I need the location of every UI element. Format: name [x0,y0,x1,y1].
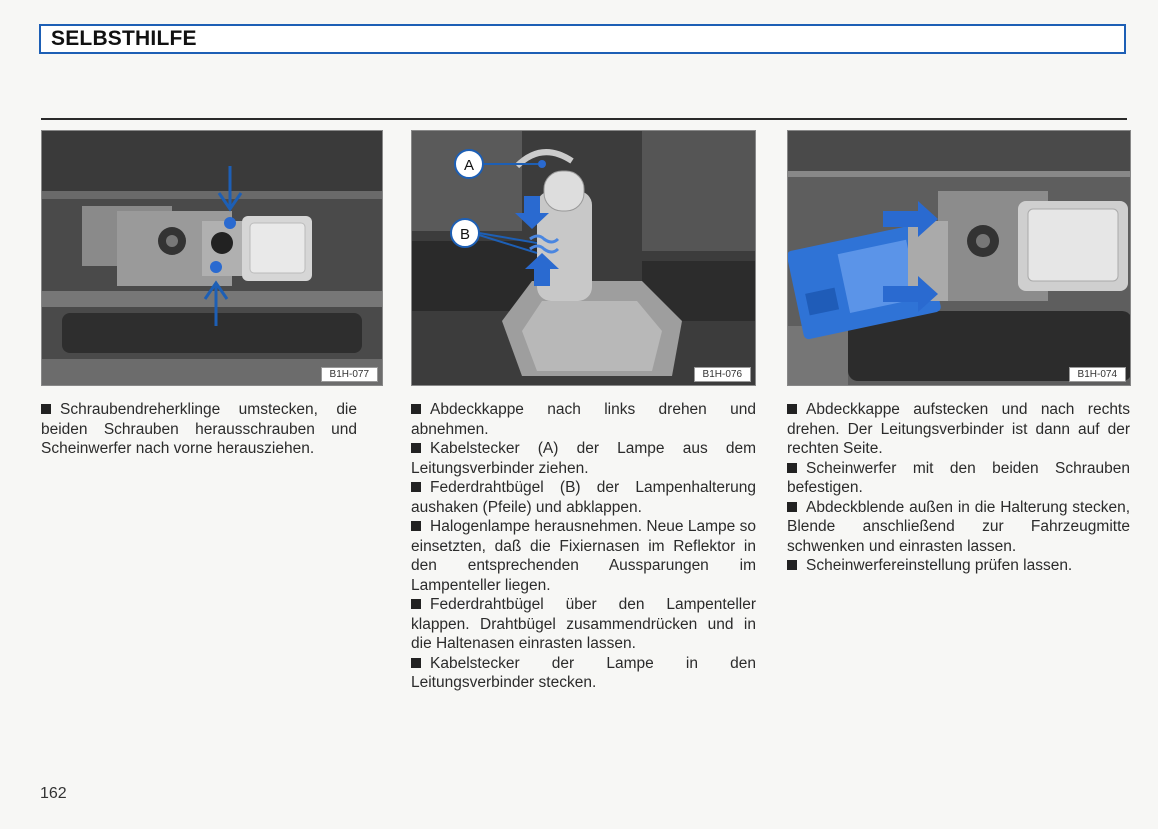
figure-1-illustration [42,131,383,386]
section-header [39,24,1126,54]
horizontal-rule [41,118,1127,120]
bullet-square-icon [411,404,421,414]
figure-2-label: B1H-076 [694,367,751,382]
marker-a: A [463,157,475,174]
bullet-square-icon [787,502,797,512]
instruction-paragraph: Abdeckkappe nach links drehen und abnehmen. [411,401,756,438]
instruction-paragraph: Kabelstecker der Lampe in den Leitungsverbinder stecken. [411,654,756,691]
instruction-paragraph: Federdrahtbügel (B) der Lampenhalterung aushaken (Pfeile) und abklappen. [411,479,756,516]
bullet-square-icon [787,404,797,414]
bullet-square-icon [41,404,51,414]
bullet-square-icon [411,443,421,453]
text-column-2 [411,400,756,693]
figure-2 [411,130,756,386]
text-column-1 [41,400,357,459]
figure-3-illustration [788,131,1131,386]
bullet-square-icon [411,521,421,531]
figure-3-label: B1H-074 [1069,367,1126,382]
instruction-paragraph: Abdeckkappe aufstecken und nach rechts drehen. Der Leitungsverbinder ist dann auf der rechten Seite. [787,401,1130,457]
instruction-paragraph: Schraubendreherklinge umstecken, die beiden Schrauben herausschrauben und Scheinwerfer nach vorne herausziehen. [41,401,357,457]
bullet-square-icon [411,599,421,609]
figure-3 [787,130,1131,386]
bullet-square-icon [411,482,421,492]
figure-1-label: B1H-077 [321,367,378,382]
instruction-paragraph: Abdeckblende außen in die Halterung stecken, Blende anschließend zur Fahrzeugmitte schwenken und einrasten lassen. [787,498,1130,555]
bullet-square-icon [787,560,797,570]
instruction-paragraph: Kabelstecker (A) der Lampe aus dem Leitungsverbinder ziehen. [411,440,756,477]
bullet-square-icon [411,658,421,668]
section-title: SELBSTHILFE [51,27,197,50]
bullet-square-icon [787,463,797,473]
instruction-paragraph: Scheinwerfereinstellung prüfen lassen. [787,556,1130,576]
instruction-paragraph: Federdrahtbügel über den Lampenteller klappen. Drahtbügel zusammendrücken und in die Haltenasen einrasten lassen. [411,596,756,652]
text-column-3 [787,400,1130,576]
instruction-paragraph: Halogenlampe herausnehmen. Neue Lampe so einsetzten, daß die Fixiernasen im Reflektor in den entsprechenden Aussparungen im Lampenteller liegen. [411,518,756,594]
marker-b: B [459,226,471,243]
figure-1 [41,130,383,386]
instruction-paragraph: Scheinwerfer mit den beiden Schrauben befestigen. [787,459,1130,496]
figure-2-illustration [412,131,756,386]
page-number: 162 [40,785,67,802]
